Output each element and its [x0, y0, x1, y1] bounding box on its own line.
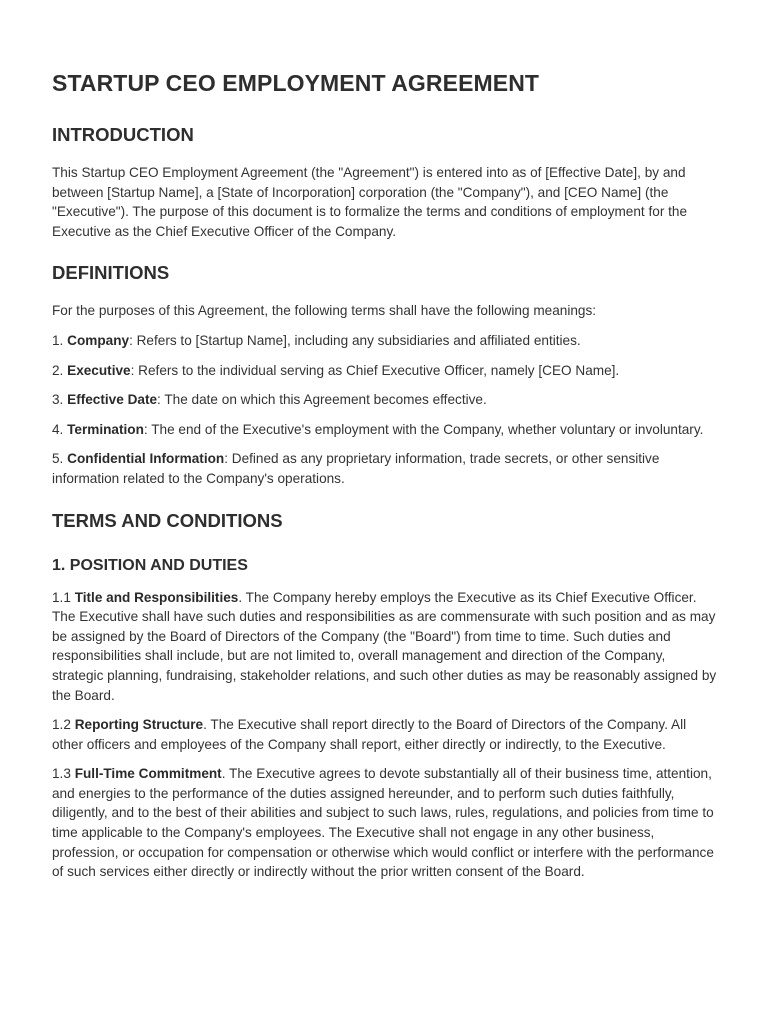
- clause-title: Title and Responsibilities: [74, 589, 239, 605]
- clause-title: Reporting Structure: [74, 717, 204, 733]
- definitions-intro: For the purposes of this Agreement, the following terms shall have the following meanings:: [52, 303, 597, 319]
- clause-title: Full-Time Commitment: [74, 766, 222, 782]
- terms-heading: TERMS AND CONDITIONS: [52, 509, 283, 531]
- definition-term: Effective Date: [67, 392, 158, 408]
- definition-item: 5. Confidential Information: Defined as any proprietary information, trade secrets, or other sensitive information related to the Company's operations.: [52, 451, 660, 486]
- definitions-heading: DEFINITIONS: [52, 262, 170, 284]
- document-title: STARTUP CEO EMPLOYMENT AGREEMENT: [52, 70, 540, 96]
- clause-paragraph: 1.1 Title and Responsibilities. The Company hereby employs the Executive as its Chief Executive Officer. The Executive shall have such duties and responsibilities as are commensurate with such position and as may be assigned by the Board of Directors of the Company (the "Board") from time to time. Such duties and responsibilities shall include, but are not limited to, overall management and direction of the Company, strategic planning, fundraising, stakeholder relations, and such other duties as may be reasonably assigned by the Board.: [52, 589, 717, 703]
- definition-term: Confidential Information: [67, 451, 225, 467]
- introduction-heading: INTRODUCTION: [52, 124, 194, 145]
- definition-term: Termination: [67, 421, 144, 437]
- clause-paragraph: 1.3 Full-Time Commitment. The Executive agrees to devote substantially all of their business time, attention, and energies to the performance of the duties assigned hereunder, and to perform such duties faithfully, diligently, and to the best of their abilities and subject to such laws, rules, regulations, and policies from time to time applicable to the Company's employees. The Executive shall not engage in any other business, profession, or occupation for compensation or otherwise which would conflict or interfere with the performance of such services either directly or indirectly without the prior written consent of the Board.: [52, 766, 714, 880]
- introduction-paragraph: This Startup CEO Employment Agreement (the "Agreement") is entered into as of [Effective Date], by and between [Startup Name], a [State of Incorporation] corporation (the "Company"), and [CEO Name] (the "Executive"). The purpose of this document is to formalize the terms and conditions of employment for the Executive as the Chief Executive Officer of the Company.: [52, 165, 688, 239]
- position-duties-heading: 1. POSITION AND DUTIES: [52, 556, 248, 574]
- definition-term: Executive: [67, 362, 131, 378]
- clause-paragraph: 1.2 Reporting Structure. The Executive shall report directly to the Board of Directors of the Company. All other officers and employees of the Company shall report, either directly or indirectly, to the Executive.: [52, 717, 687, 752]
- definition-item: 3. Effective Date: The date on which this Agreement becomes effective.: [52, 392, 487, 408]
- definition-term: Company: [67, 332, 130, 348]
- definition-item: 4. Termination: The end of the Executive's employment with the Company, whether voluntary or involuntary.: [52, 421, 704, 437]
- definition-item: 2. Executive: Refers to the individual serving as Chief Executive Officer, namely [CEO Name].: [52, 362, 620, 378]
- definition-item: 1. Company: Refers to [Startup Name], including any subsidiaries and affiliated entities.: [52, 332, 581, 348]
